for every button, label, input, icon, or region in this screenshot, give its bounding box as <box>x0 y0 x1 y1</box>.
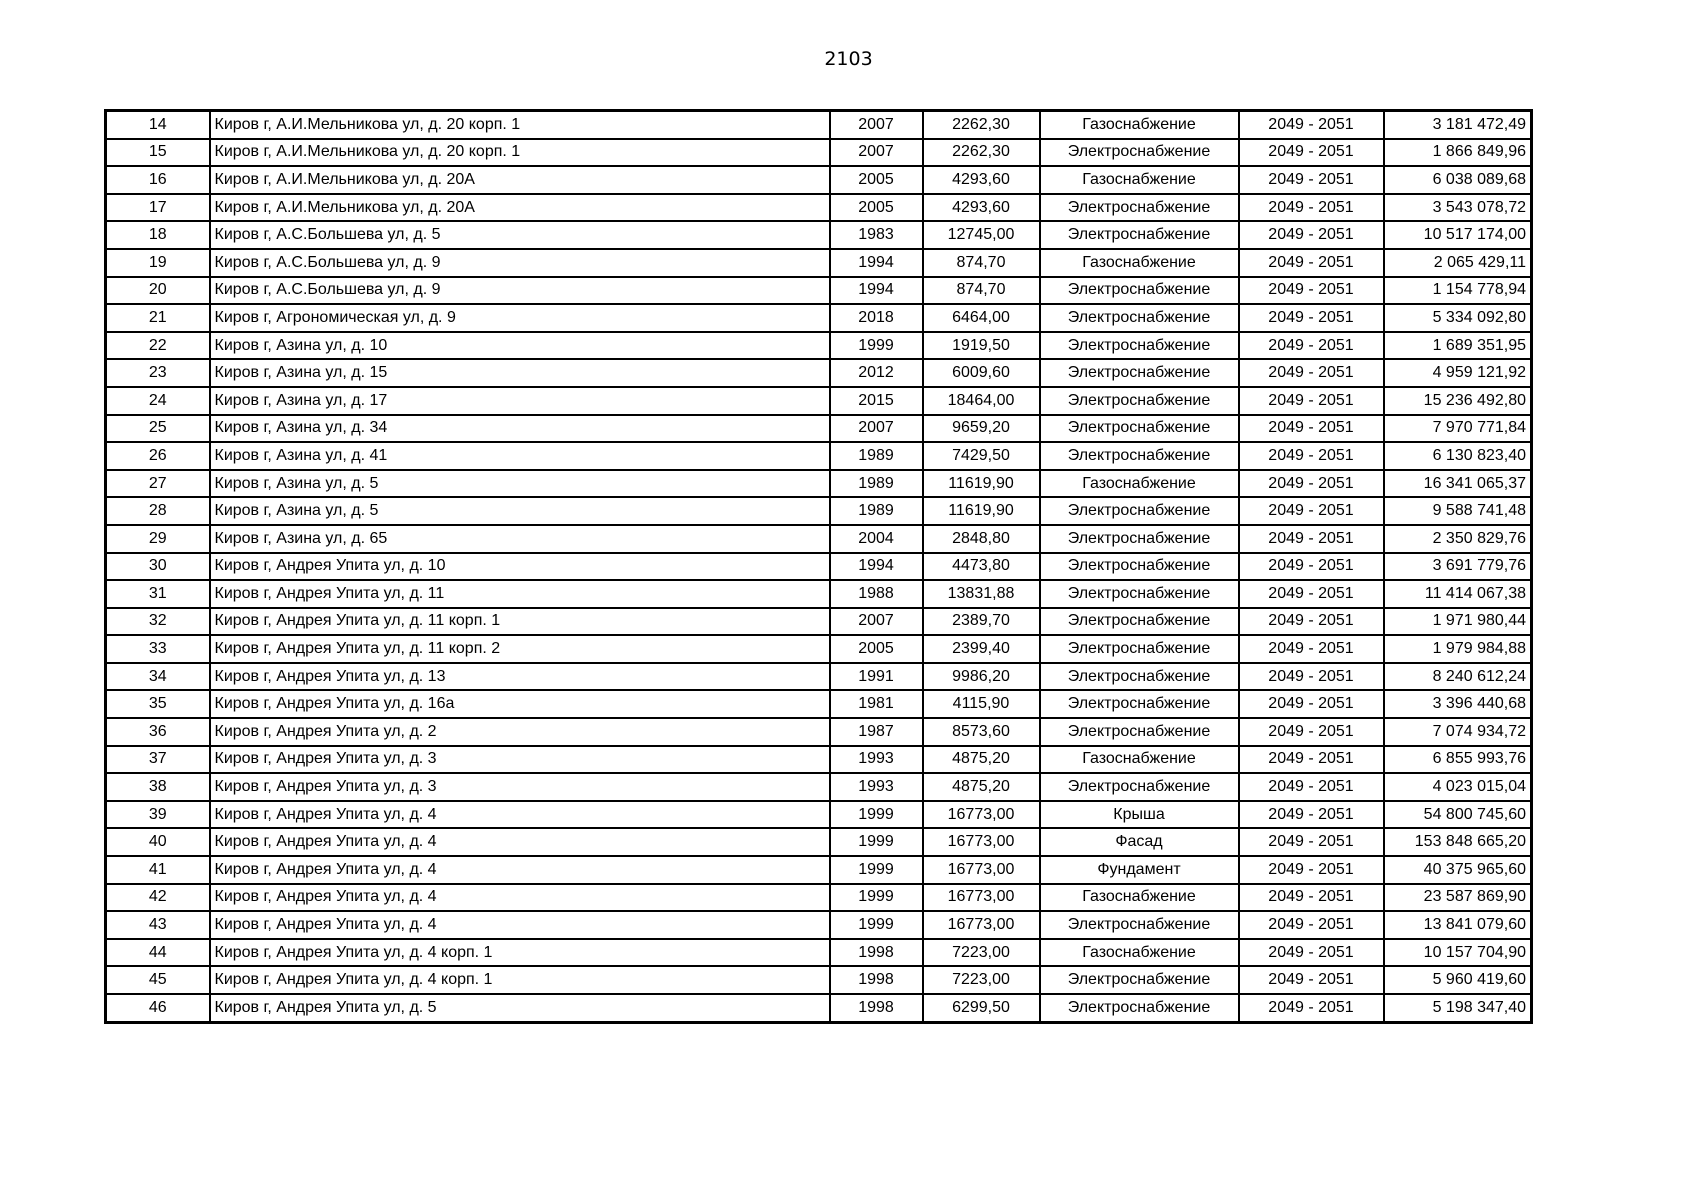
work-type-cell: Электроснабжение <box>1040 525 1239 553</box>
area-cell: 13831,88 <box>923 580 1040 608</box>
work-type-cell: Электроснабжение <box>1040 635 1239 663</box>
year-built-cell: 1989 <box>830 442 923 470</box>
row-number-cell: 16 <box>106 166 210 194</box>
row-number-cell: 37 <box>106 746 210 774</box>
table-row <box>106 221 1532 249</box>
period-cell: 2049 - 2051 <box>1239 194 1384 222</box>
work-type-cell: Газоснабжение <box>1040 249 1239 277</box>
period-cell: 2049 - 2051 <box>1239 332 1384 360</box>
address-cell: Киров г, Андрея Упита ул, д. 11 корп. 2 <box>210 635 830 663</box>
year-built-cell: 1988 <box>830 580 923 608</box>
address-cell: Киров г, Андрея Упита ул, д. 11 <box>210 580 830 608</box>
period-cell: 2049 - 2051 <box>1239 221 1384 249</box>
table-row <box>106 497 1532 525</box>
address-cell: Киров г, А.С.Большева ул, д. 5 <box>210 221 830 249</box>
period-cell: 2049 - 2051 <box>1239 884 1384 912</box>
row-number-cell: 45 <box>106 966 210 994</box>
address-cell: Киров г, Агрономическая ул, д. 9 <box>210 304 830 332</box>
period-cell: 2049 - 2051 <box>1239 718 1384 746</box>
cost-cell: 54 800 745,60 <box>1384 801 1532 829</box>
cost-cell: 5 334 092,80 <box>1384 304 1532 332</box>
table-row <box>106 663 1532 691</box>
work-type-cell: Электроснабжение <box>1040 663 1239 691</box>
area-cell: 16773,00 <box>923 911 1040 939</box>
address-cell: Киров г, А.И.Мельникова ул, д. 20 корп. 1 <box>210 139 830 167</box>
year-built-cell: 1983 <box>830 221 923 249</box>
cost-cell: 153 848 665,20 <box>1384 828 1532 856</box>
area-cell: 2848,80 <box>923 525 1040 553</box>
row-number-cell: 42 <box>106 884 210 912</box>
area-cell: 4293,60 <box>923 194 1040 222</box>
cost-cell: 8 240 612,24 <box>1384 663 1532 691</box>
year-built-cell: 2007 <box>830 415 923 443</box>
cost-cell: 23 587 869,90 <box>1384 884 1532 912</box>
period-cell: 2049 - 2051 <box>1239 166 1384 194</box>
area-cell: 4875,20 <box>923 773 1040 801</box>
work-type-cell: Электроснабжение <box>1040 718 1239 746</box>
area-cell: 6464,00 <box>923 304 1040 332</box>
period-cell: 2049 - 2051 <box>1239 139 1384 167</box>
work-type-cell: Газоснабжение <box>1040 884 1239 912</box>
row-number-cell: 27 <box>106 470 210 498</box>
table-row <box>106 277 1532 305</box>
row-number-cell: 46 <box>106 994 210 1022</box>
cost-cell: 1 154 778,94 <box>1384 277 1532 305</box>
address-cell: Киров г, Азина ул, д. 34 <box>210 415 830 443</box>
address-cell: Киров г, Азина ул, д. 5 <box>210 497 830 525</box>
row-number-cell: 26 <box>106 442 210 470</box>
area-cell: 874,70 <box>923 277 1040 305</box>
work-type-cell: Электроснабжение <box>1040 773 1239 801</box>
period-cell: 2049 - 2051 <box>1239 994 1384 1022</box>
period-cell: 2049 - 2051 <box>1239 635 1384 663</box>
area-cell: 18464,00 <box>923 387 1040 415</box>
period-cell: 2049 - 2051 <box>1239 911 1384 939</box>
cost-cell: 13 841 079,60 <box>1384 911 1532 939</box>
address-cell: Киров г, Андрея Упита ул, д. 13 <box>210 663 830 691</box>
cost-cell: 9 588 741,48 <box>1384 497 1532 525</box>
work-type-cell: Электроснабжение <box>1040 966 1239 994</box>
period-cell: 2049 - 2051 <box>1239 663 1384 691</box>
work-type-cell: Электроснабжение <box>1040 690 1239 718</box>
year-built-cell: 1987 <box>830 718 923 746</box>
row-number-cell: 39 <box>106 801 210 829</box>
table-row <box>106 359 1532 387</box>
work-type-cell: Газоснабжение <box>1040 939 1239 967</box>
row-number-cell: 17 <box>106 194 210 222</box>
address-cell: Киров г, Андрея Упита ул, д. 4 корп. 1 <box>210 966 830 994</box>
period-cell: 2049 - 2051 <box>1239 580 1384 608</box>
row-number-cell: 18 <box>106 221 210 249</box>
cost-cell: 3 181 472,49 <box>1384 111 1532 139</box>
year-built-cell: 2007 <box>830 139 923 167</box>
period-cell: 2049 - 2051 <box>1239 608 1384 636</box>
table-row <box>106 994 1532 1022</box>
table-row <box>106 525 1532 553</box>
cost-cell: 1 689 351,95 <box>1384 332 1532 360</box>
row-number-cell: 24 <box>106 387 210 415</box>
cost-cell: 11 414 067,38 <box>1384 580 1532 608</box>
address-cell: Киров г, Андрея Упита ул, д. 4 <box>210 911 830 939</box>
address-cell: Киров г, Андрея Упита ул, д. 4 <box>210 856 830 884</box>
period-cell: 2049 - 2051 <box>1239 553 1384 581</box>
area-cell: 16773,00 <box>923 856 1040 884</box>
period-cell: 2049 - 2051 <box>1239 415 1384 443</box>
address-cell: Киров г, Андрея Упита ул, д. 5 <box>210 994 830 1022</box>
work-type-cell: Электроснабжение <box>1040 387 1239 415</box>
work-type-cell: Электроснабжение <box>1040 139 1239 167</box>
cost-cell: 4 023 015,04 <box>1384 773 1532 801</box>
cost-cell: 2 065 429,11 <box>1384 249 1532 277</box>
table-row <box>106 690 1532 718</box>
year-built-cell: 1994 <box>830 249 923 277</box>
area-cell: 2262,30 <box>923 139 1040 167</box>
cost-cell: 1 866 849,96 <box>1384 139 1532 167</box>
table-row <box>106 801 1532 829</box>
cost-cell: 3 396 440,68 <box>1384 690 1532 718</box>
area-cell: 4293,60 <box>923 166 1040 194</box>
work-type-cell: Электроснабжение <box>1040 194 1239 222</box>
table-row <box>106 139 1532 167</box>
area-cell: 4875,20 <box>923 746 1040 774</box>
row-number-cell: 23 <box>106 359 210 387</box>
page-number: 2103 <box>824 48 873 70</box>
year-built-cell: 1994 <box>830 277 923 305</box>
row-number-cell: 36 <box>106 718 210 746</box>
year-built-cell: 1999 <box>830 828 923 856</box>
period-cell: 2049 - 2051 <box>1239 939 1384 967</box>
year-built-cell: 1991 <box>830 663 923 691</box>
cost-cell: 10 157 704,90 <box>1384 939 1532 967</box>
cost-cell: 6 038 089,68 <box>1384 166 1532 194</box>
address-cell: Киров г, Андрея Упита ул, д. 16а <box>210 690 830 718</box>
row-number-cell: 40 <box>106 828 210 856</box>
year-built-cell: 1999 <box>830 801 923 829</box>
table-row <box>106 828 1532 856</box>
work-type-cell: Электроснабжение <box>1040 608 1239 636</box>
address-cell: Киров г, А.И.Мельникова ул, д. 20А <box>210 166 830 194</box>
year-built-cell: 1981 <box>830 690 923 718</box>
area-cell: 16773,00 <box>923 828 1040 856</box>
row-number-cell: 25 <box>106 415 210 443</box>
area-cell: 2389,70 <box>923 608 1040 636</box>
table-row <box>106 635 1532 663</box>
area-cell: 11619,90 <box>923 497 1040 525</box>
area-cell: 7223,00 <box>923 966 1040 994</box>
area-cell: 4473,80 <box>923 553 1040 581</box>
year-built-cell: 2007 <box>830 111 923 139</box>
year-built-cell: 1998 <box>830 939 923 967</box>
year-built-cell: 2015 <box>830 387 923 415</box>
work-type-cell: Электроснабжение <box>1040 304 1239 332</box>
table-row <box>106 773 1532 801</box>
row-number-cell: 29 <box>106 525 210 553</box>
row-number-cell: 41 <box>106 856 210 884</box>
table-row <box>106 442 1532 470</box>
row-number-cell: 14 <box>106 111 210 139</box>
period-cell: 2049 - 2051 <box>1239 359 1384 387</box>
address-cell: Киров г, Азина ул, д. 65 <box>210 525 830 553</box>
cost-cell: 5 198 347,40 <box>1384 994 1532 1022</box>
work-type-cell: Электроснабжение <box>1040 442 1239 470</box>
area-cell: 2399,40 <box>923 635 1040 663</box>
address-cell: Киров г, Азина ул, д. 15 <box>210 359 830 387</box>
address-cell: Киров г, Азина ул, д. 41 <box>210 442 830 470</box>
year-built-cell: 1999 <box>830 911 923 939</box>
row-number-cell: 43 <box>106 911 210 939</box>
period-cell: 2049 - 2051 <box>1239 525 1384 553</box>
row-number-cell: 34 <box>106 663 210 691</box>
period-cell: 2049 - 2051 <box>1239 249 1384 277</box>
cost-cell: 16 341 065,37 <box>1384 470 1532 498</box>
row-number-cell: 19 <box>106 249 210 277</box>
year-built-cell: 1989 <box>830 497 923 525</box>
year-built-cell: 2018 <box>830 304 923 332</box>
work-type-cell: Электроснабжение <box>1040 332 1239 360</box>
table-row <box>106 415 1532 443</box>
work-type-cell: Электроснабжение <box>1040 553 1239 581</box>
work-type-cell: Крыша <box>1040 801 1239 829</box>
cost-cell: 3 691 779,76 <box>1384 553 1532 581</box>
cost-cell: 5 960 419,60 <box>1384 966 1532 994</box>
row-number-cell: 21 <box>106 304 210 332</box>
cost-cell: 6 130 823,40 <box>1384 442 1532 470</box>
row-number-cell: 32 <box>106 608 210 636</box>
area-cell: 874,70 <box>923 249 1040 277</box>
period-cell: 2049 - 2051 <box>1239 387 1384 415</box>
address-cell: Киров г, А.С.Большева ул, д. 9 <box>210 249 830 277</box>
work-type-cell: Газоснабжение <box>1040 746 1239 774</box>
cost-cell: 6 855 993,76 <box>1384 746 1532 774</box>
row-number-cell: 33 <box>106 635 210 663</box>
period-cell: 2049 - 2051 <box>1239 497 1384 525</box>
cost-cell: 4 959 121,92 <box>1384 359 1532 387</box>
area-cell: 1919,50 <box>923 332 1040 360</box>
cost-cell: 7 970 771,84 <box>1384 415 1532 443</box>
work-type-cell: Электроснабжение <box>1040 359 1239 387</box>
year-built-cell: 1999 <box>830 332 923 360</box>
work-type-cell: Газоснабжение <box>1040 470 1239 498</box>
area-cell: 7223,00 <box>923 939 1040 967</box>
table-row <box>106 911 1532 939</box>
year-built-cell: 2004 <box>830 525 923 553</box>
address-cell: Киров г, Андрея Упита ул, д. 3 <box>210 746 830 774</box>
row-number-cell: 44 <box>106 939 210 967</box>
address-cell: Киров г, А.И.Мельникова ул, д. 20А <box>210 194 830 222</box>
work-type-cell: Электроснабжение <box>1040 994 1239 1022</box>
year-built-cell: 1993 <box>830 746 923 774</box>
period-cell: 2049 - 2051 <box>1239 856 1384 884</box>
table-row <box>106 332 1532 360</box>
row-number-cell: 38 <box>106 773 210 801</box>
area-cell: 7429,50 <box>923 442 1040 470</box>
address-cell: Киров г, Андрея Упита ул, д. 2 <box>210 718 830 746</box>
address-cell: Киров г, Андрея Упита ул, д. 4 <box>210 801 830 829</box>
area-cell: 4115,90 <box>923 690 1040 718</box>
work-type-cell: Фасад <box>1040 828 1239 856</box>
table-row <box>106 966 1532 994</box>
cost-cell: 10 517 174,00 <box>1384 221 1532 249</box>
work-type-cell: Электроснабжение <box>1040 415 1239 443</box>
registry-table <box>104 109 1533 1024</box>
period-cell: 2049 - 2051 <box>1239 801 1384 829</box>
period-cell: 2049 - 2051 <box>1239 442 1384 470</box>
table-row <box>106 884 1532 912</box>
address-cell: Киров г, Андрея Упита ул, д. 4 корп. 1 <box>210 939 830 967</box>
area-cell: 8573,60 <box>923 718 1040 746</box>
year-built-cell: 2007 <box>830 608 923 636</box>
table-row <box>106 166 1532 194</box>
year-built-cell: 1998 <box>830 994 923 1022</box>
row-number-cell: 35 <box>106 690 210 718</box>
area-cell: 16773,00 <box>923 884 1040 912</box>
year-built-cell: 2005 <box>830 194 923 222</box>
table-row <box>106 553 1532 581</box>
table-row <box>106 746 1532 774</box>
address-cell: Киров г, Азина ул, д. 17 <box>210 387 830 415</box>
area-cell: 6299,50 <box>923 994 1040 1022</box>
area-cell: 9659,20 <box>923 415 1040 443</box>
table-row <box>106 939 1532 967</box>
address-cell: Киров г, А.И.Мельникова ул, д. 20 корп. 1 <box>210 111 830 139</box>
area-cell: 12745,00 <box>923 221 1040 249</box>
cost-cell: 2 350 829,76 <box>1384 525 1532 553</box>
year-built-cell: 1998 <box>830 966 923 994</box>
area-cell: 2262,30 <box>923 111 1040 139</box>
period-cell: 2049 - 2051 <box>1239 690 1384 718</box>
period-cell: 2049 - 2051 <box>1239 277 1384 305</box>
table-body <box>106 111 1532 1023</box>
cost-cell: 7 074 934,72 <box>1384 718 1532 746</box>
table-row <box>106 470 1532 498</box>
year-built-cell: 1999 <box>830 884 923 912</box>
area-cell: 16773,00 <box>923 801 1040 829</box>
year-built-cell: 1989 <box>830 470 923 498</box>
address-cell: Киров г, Азина ул, д. 5 <box>210 470 830 498</box>
table-row <box>106 194 1532 222</box>
table-row <box>106 856 1532 884</box>
table-row <box>106 718 1532 746</box>
year-built-cell: 1993 <box>830 773 923 801</box>
row-number-cell: 15 <box>106 139 210 167</box>
row-number-cell: 22 <box>106 332 210 360</box>
year-built-cell: 2005 <box>830 635 923 663</box>
address-cell: Киров г, Андрея Упита ул, д. 4 <box>210 828 830 856</box>
row-number-cell: 30 <box>106 553 210 581</box>
period-cell: 2049 - 2051 <box>1239 828 1384 856</box>
address-cell: Киров г, Азина ул, д. 10 <box>210 332 830 360</box>
work-type-cell: Электроснабжение <box>1040 221 1239 249</box>
row-number-cell: 20 <box>106 277 210 305</box>
period-cell: 2049 - 2051 <box>1239 966 1384 994</box>
address-cell: Киров г, А.С.Большева ул, д. 9 <box>210 277 830 305</box>
address-cell: Киров г, Андрея Упита ул, д. 10 <box>210 553 830 581</box>
table-row <box>106 304 1532 332</box>
period-cell: 2049 - 2051 <box>1239 111 1384 139</box>
period-cell: 2049 - 2051 <box>1239 746 1384 774</box>
period-cell: 2049 - 2051 <box>1239 773 1384 801</box>
period-cell: 2049 - 2051 <box>1239 304 1384 332</box>
period-cell: 2049 - 2051 <box>1239 470 1384 498</box>
year-built-cell: 1994 <box>830 553 923 581</box>
row-number-cell: 28 <box>106 497 210 525</box>
cost-cell: 1 979 984,88 <box>1384 635 1532 663</box>
cost-cell: 1 971 980,44 <box>1384 608 1532 636</box>
cost-cell: 3 543 078,72 <box>1384 194 1532 222</box>
table-row <box>106 387 1532 415</box>
work-type-cell: Фундамент <box>1040 856 1239 884</box>
work-type-cell: Газоснабжение <box>1040 166 1239 194</box>
table-row <box>106 608 1532 636</box>
table-row <box>106 111 1532 139</box>
area-cell: 9986,20 <box>923 663 1040 691</box>
cost-cell: 15 236 492,80 <box>1384 387 1532 415</box>
row-number-cell: 31 <box>106 580 210 608</box>
work-type-cell: Электроснабжение <box>1040 911 1239 939</box>
year-built-cell: 2012 <box>830 359 923 387</box>
address-cell: Киров г, Андрея Упита ул, д. 3 <box>210 773 830 801</box>
work-type-cell: Электроснабжение <box>1040 580 1239 608</box>
table-row <box>106 580 1532 608</box>
work-type-cell: Электроснабжение <box>1040 277 1239 305</box>
table-row <box>106 249 1532 277</box>
work-type-cell: Электроснабжение <box>1040 497 1239 525</box>
cost-cell: 40 375 965,60 <box>1384 856 1532 884</box>
address-cell: Киров г, Андрея Упита ул, д. 11 корп. 1 <box>210 608 830 636</box>
area-cell: 6009,60 <box>923 359 1040 387</box>
year-built-cell: 1999 <box>830 856 923 884</box>
area-cell: 11619,90 <box>923 470 1040 498</box>
address-cell: Киров г, Андрея Упита ул, д. 4 <box>210 884 830 912</box>
work-type-cell: Газоснабжение <box>1040 111 1239 139</box>
year-built-cell: 2005 <box>830 166 923 194</box>
